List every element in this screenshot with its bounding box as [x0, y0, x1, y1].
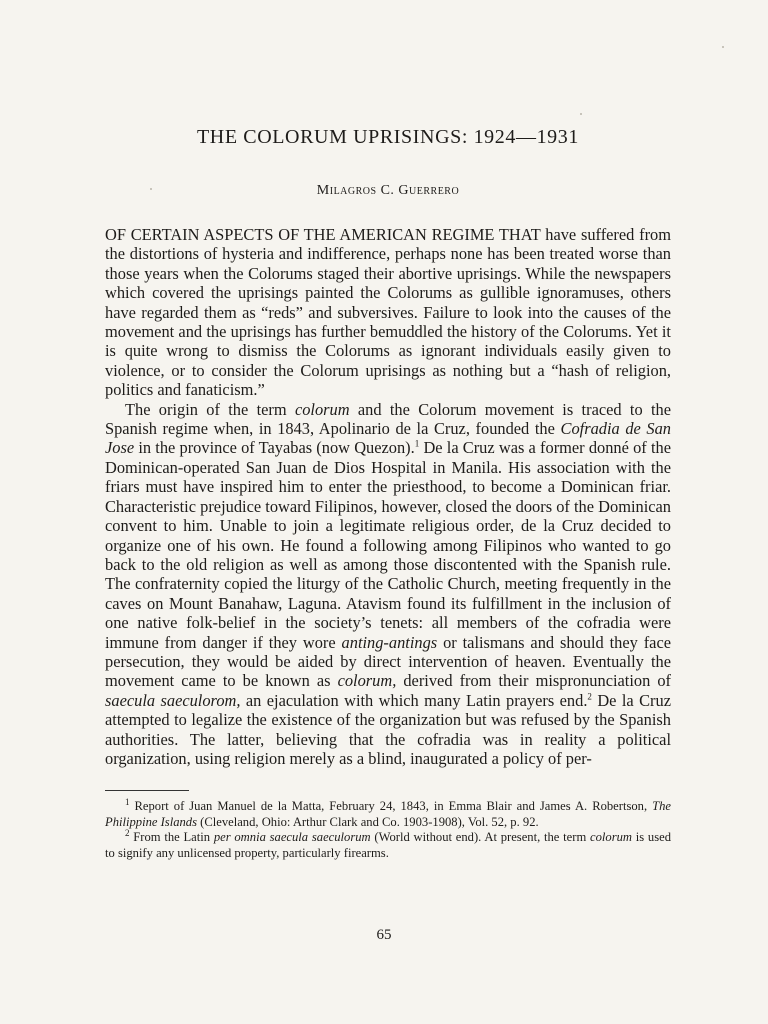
text-run: From the Latin [129, 830, 214, 845]
footnote-marker: 2 [587, 691, 592, 702]
footnote-marker: 1 [414, 439, 420, 449]
text-run: in the province of Tayabas (now Quezon). [134, 438, 415, 458]
scan-speck [580, 113, 582, 115]
text-run: Report of Juan Manuel de la Matta, February 24, 1843, in Emma Blair and James A. Robertson, [129, 799, 653, 814]
text-run: (Cleveland, Ohio: Arthur Clark and Co. 1903-1908), Vol. 52, p. 92. [197, 814, 539, 829]
article-page [105, 120, 671, 861]
paragraph-2 [105, 400, 671, 769]
footnote-2 [105, 830, 671, 861]
italic-text: per omnia saecula saeculorum [213, 830, 371, 845]
text-run: or talismans and should they face persecution, they would be aided by direct intervention of heaven. Eventually the movement came to be known as [105, 632, 671, 691]
italic-text: The Philippine Islands [105, 799, 671, 829]
footnote-rule [105, 790, 189, 791]
text-run: an ejaculation with which many Latin prayers end. [240, 690, 588, 710]
italic-text: colorum, [337, 671, 397, 691]
text-run: is used to signify any unlicensed property, particularly firearms. [105, 830, 672, 860]
author-byline [105, 183, 671, 199]
text-run: derived from their mispronunciation of [396, 671, 671, 691]
text-run: De la Cruz was a former donné of the Dominican-operated San Juan de Dios Hospital in Manila. His association with the friars must have inspired him to enter the priesthood, to become a Dominican friar. Characteristic prejudice toward Filipinos, however, closed the doors of the Dominican convent to him. Unable to join a legitimate religious order, de la Cruz decided to organize one of his own. He found a following among Filipinos who wanted to go back to the old religion as well as among those discontented with the Spanish rule. The confraternity copied the liturgy of the Catholic Church, meeting frequently in the caves on Mount Banahaw, Laguna. Atavism found its fulfillment in the inclusion of one native folk-belief in the society’s tenets: all members of the cofradia were immune from danger if they wore [105, 438, 671, 652]
paragraph-1 [105, 225, 671, 400]
page-number: 65 [376, 927, 392, 943]
italic-text: colorum [590, 830, 632, 845]
italic-text: anting-antings [341, 632, 438, 652]
footnotes [105, 799, 671, 861]
italic-text: colorum [294, 399, 350, 419]
text-run: De la Cruz attempted to legalize the existence of the organization but was refused by the Spanish authorities. The latter, believing that the cofradia was in reality a political organization, using religion merely as a blind, inaugurated a policy of per- [105, 690, 671, 768]
footnote-1 [105, 799, 671, 830]
italic-text: saecula saeculorom, [105, 690, 241, 710]
footnote-marker: 2 [125, 828, 130, 839]
author-name: Milagros C. Guerrero [316, 183, 460, 198]
text-run: OF CERTAIN ASPECTS OF THE AMERICAN REGIME THAT have suffered from the distortions of hysteria and indifference, perhaps none has been treated worse than those years when the Colorums staged their abortive uprisings. While the newspapers which covered the uprisings painted the Colorums as gullible ignoramuses, others have regarded them as “reds” and subversives. Failure to look into the causes of the movement and the uprisings has further bemuddled the history of the Colorums. Yet it is quite wrong to dismiss the Colorums as ignorant individuals easily given to violence, or to consider the Colorum uprisings as nothing but a “hash of religion, politics and fanaticism.” [105, 225, 671, 400]
italic-text: Cofradia de San Jose [105, 419, 672, 458]
text-run: The origin of the term [125, 399, 295, 419]
footnote-marker: 1 [125, 797, 130, 808]
text-run: (World without end). At present, the term [370, 830, 591, 845]
text-run: and the Colorum movement is traced to the Spanish regime when, in 1843, Apolinario de la Cruz, founded the [105, 399, 671, 439]
scan-speck [722, 46, 724, 48]
article-body [105, 225, 671, 768]
article-title: THE COLORUM UPRISINGS: 1924—1931 [196, 126, 579, 148]
